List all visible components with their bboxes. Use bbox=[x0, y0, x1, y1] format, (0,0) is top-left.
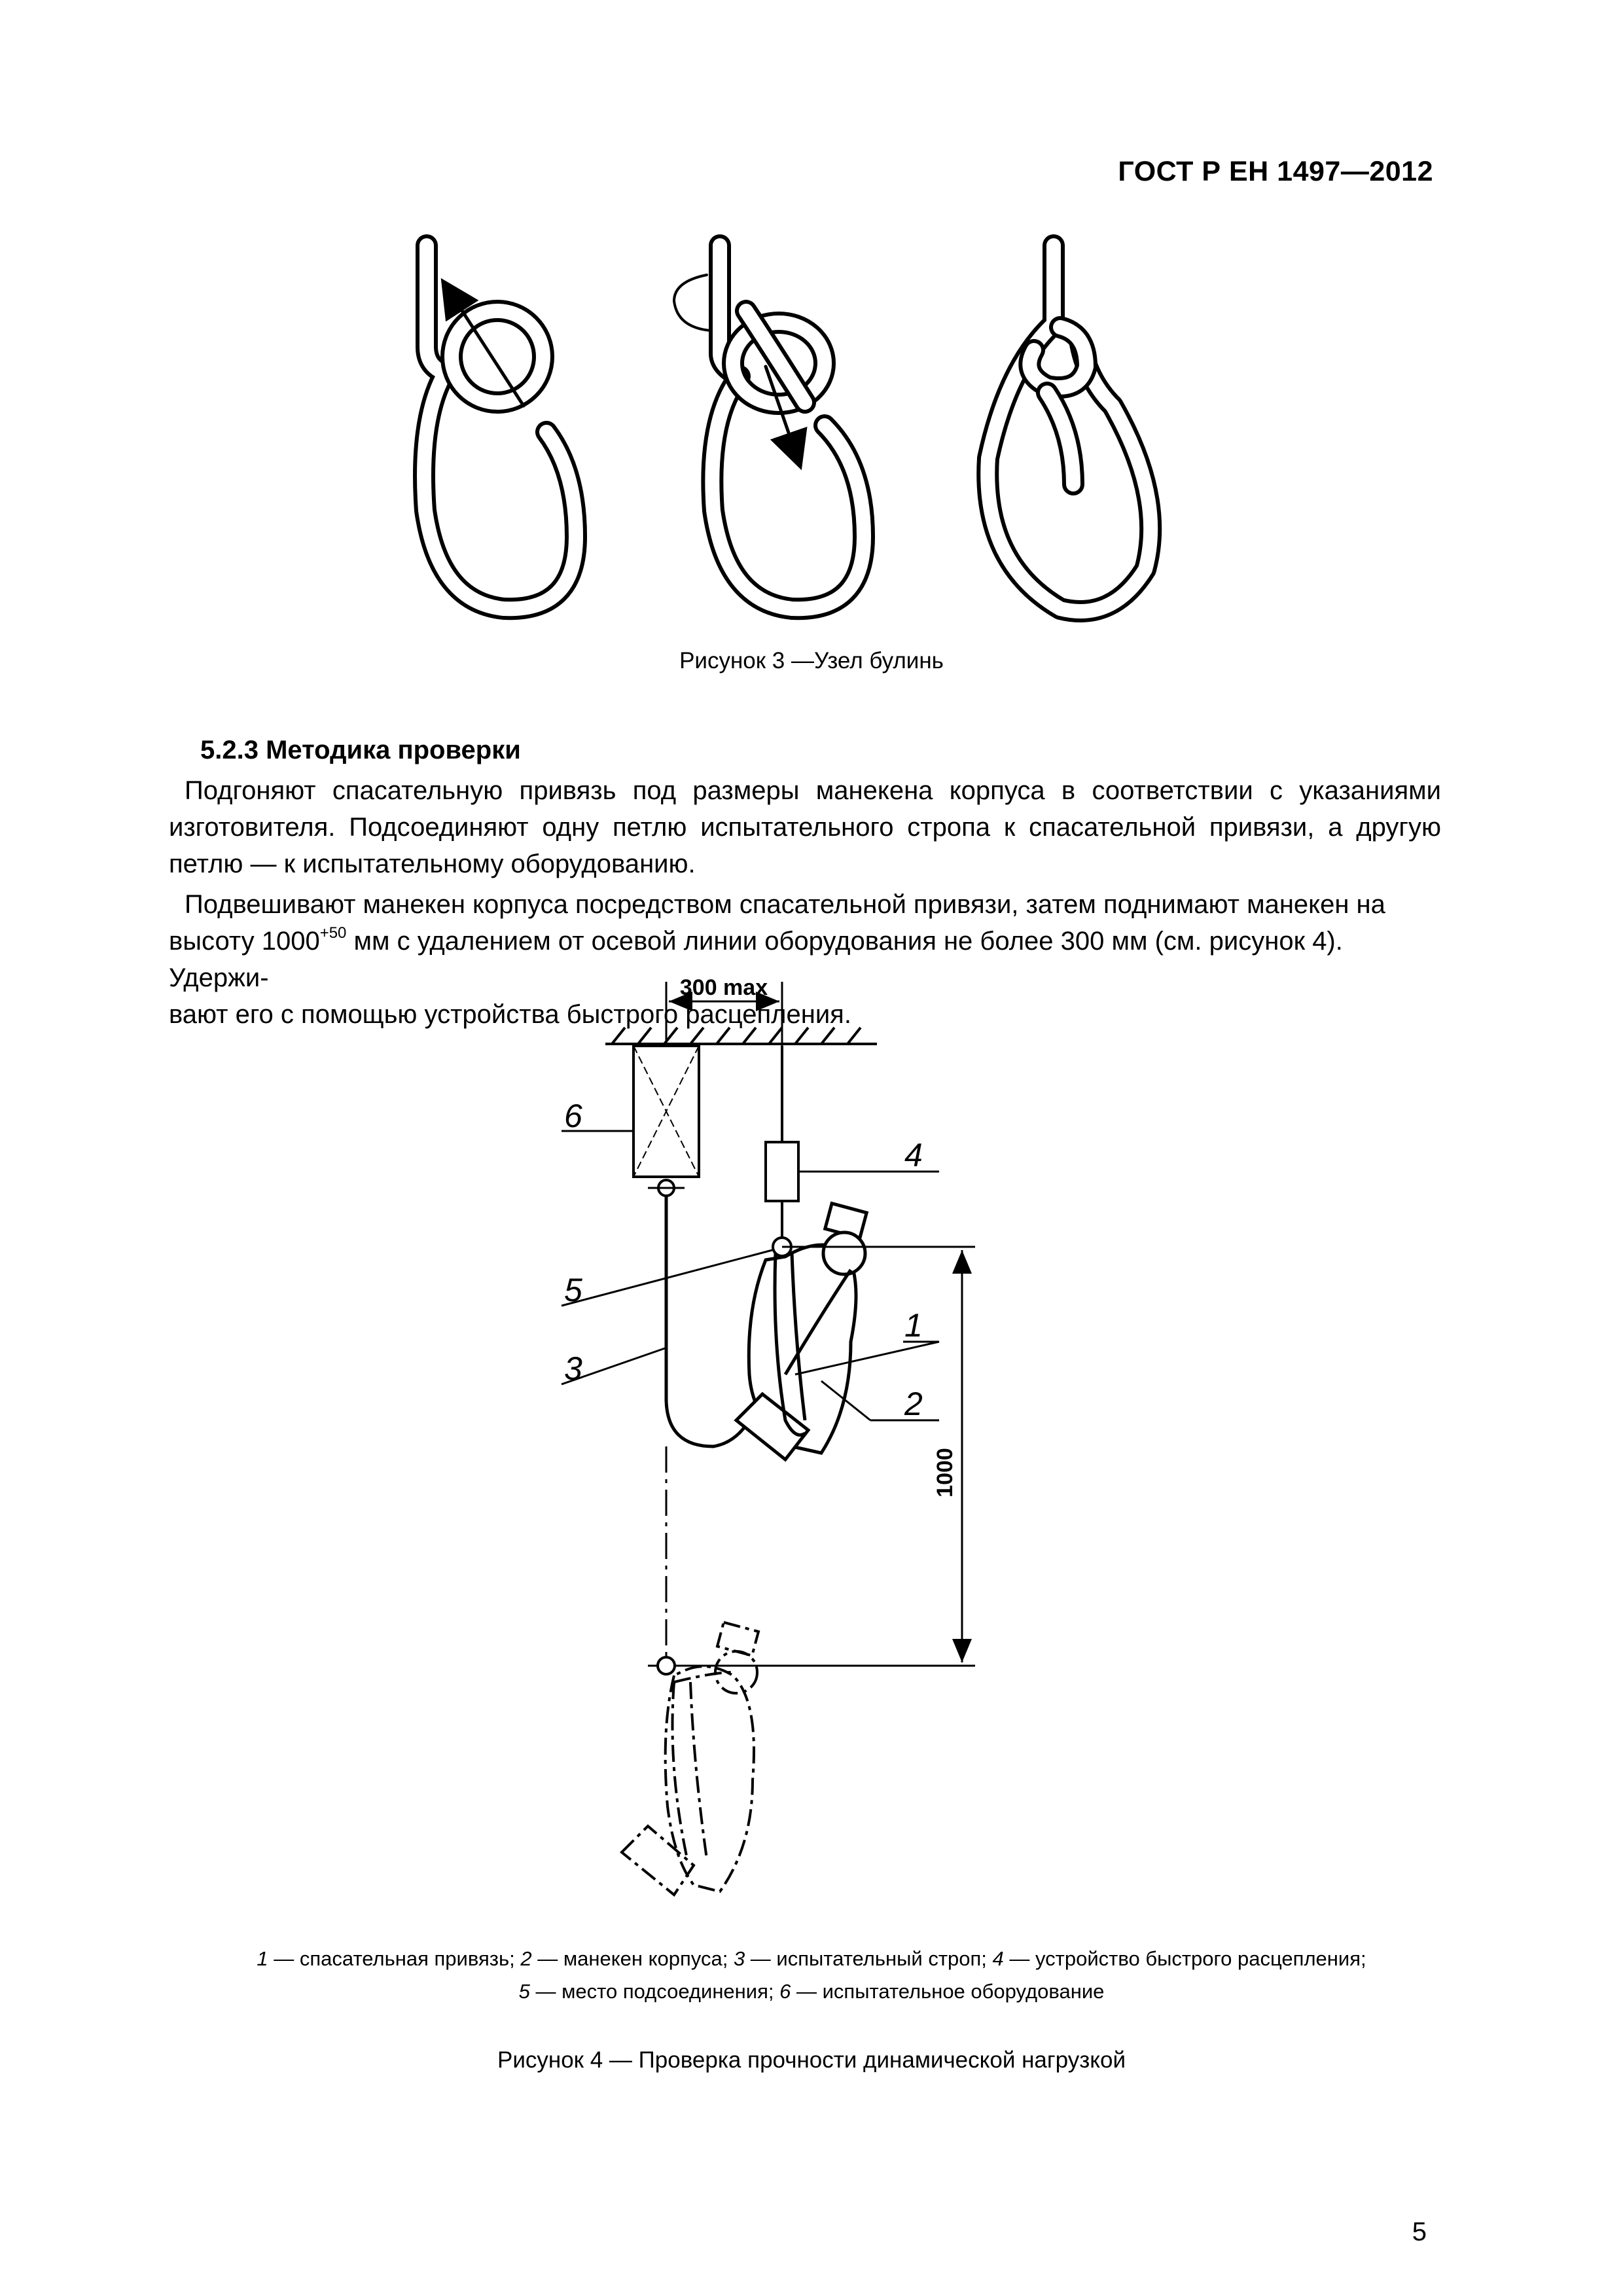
torso-dummy-lower bbox=[622, 1623, 758, 1895]
ceiling-hatched bbox=[605, 1028, 877, 1044]
paragraph-2-line-1: Подвешивают манекен корпуса посредством спасательной привязи, затем поднимают манекен на bbox=[185, 890, 1385, 919]
section-heading: 5.2.3 Методика проверки bbox=[200, 736, 521, 764]
label-5: 5 bbox=[564, 1272, 582, 1308]
height-tolerance: +50 bbox=[319, 924, 347, 942]
page-number: 5 bbox=[1412, 2217, 1427, 2246]
dimension-1000-label: 1000 bbox=[933, 1448, 957, 1498]
height-suffix: мм с удалением от осевой линии оборудования не более 300 мм (см. рисунок 4). Удержи- bbox=[169, 927, 1343, 992]
figure-3-caption: Рисунок 3 —Узел булинь bbox=[679, 648, 944, 673]
paragraph-2-line-3: вают его с помощью устройства быстрого расцепления. bbox=[169, 1000, 851, 1029]
dimension-300-label: 300 max bbox=[679, 975, 768, 1000]
connection-point-lower bbox=[658, 1657, 675, 1674]
paragraph-1: Подгоняют спасательную привязь под размеры манекена корпуса в соответствии с указаниями изготовителя. Подсоединяют одну петлю испытательного стропа к спасательной привязи, а другую петлю — к испытательному оборудованию. bbox=[169, 776, 1441, 878]
legend-line-2: 5 — место подсоединения; 6 — испытательное оборудование bbox=[518, 1980, 1105, 2003]
figure-4-legend bbox=[0, 1943, 1623, 2008]
label-1: 1 bbox=[904, 1307, 923, 1344]
standard-header: ГОСТ Р ЕН 1497—2012 bbox=[1118, 156, 1433, 187]
legend-line-1: 1 — спасательная привязь; 2 — манекен корпуса; 3 — испытательный строп; 4 — устройство быстрого расцепления; bbox=[257, 1947, 1366, 1970]
torso-dummy-upper bbox=[736, 1204, 866, 1460]
label-6: 6 bbox=[564, 1098, 582, 1134]
height-prefix: высоту 1000 bbox=[169, 927, 320, 956]
quick-release-device bbox=[766, 1046, 798, 1244]
label-2: 2 bbox=[904, 1386, 923, 1422]
figure-4-caption: Рисунок 4 — Проверка прочности динамической нагрузкой bbox=[497, 2047, 1126, 2073]
test-equipment-box bbox=[633, 1046, 699, 1196]
label-3: 3 bbox=[564, 1350, 582, 1387]
label-4: 4 bbox=[904, 1137, 923, 1174]
